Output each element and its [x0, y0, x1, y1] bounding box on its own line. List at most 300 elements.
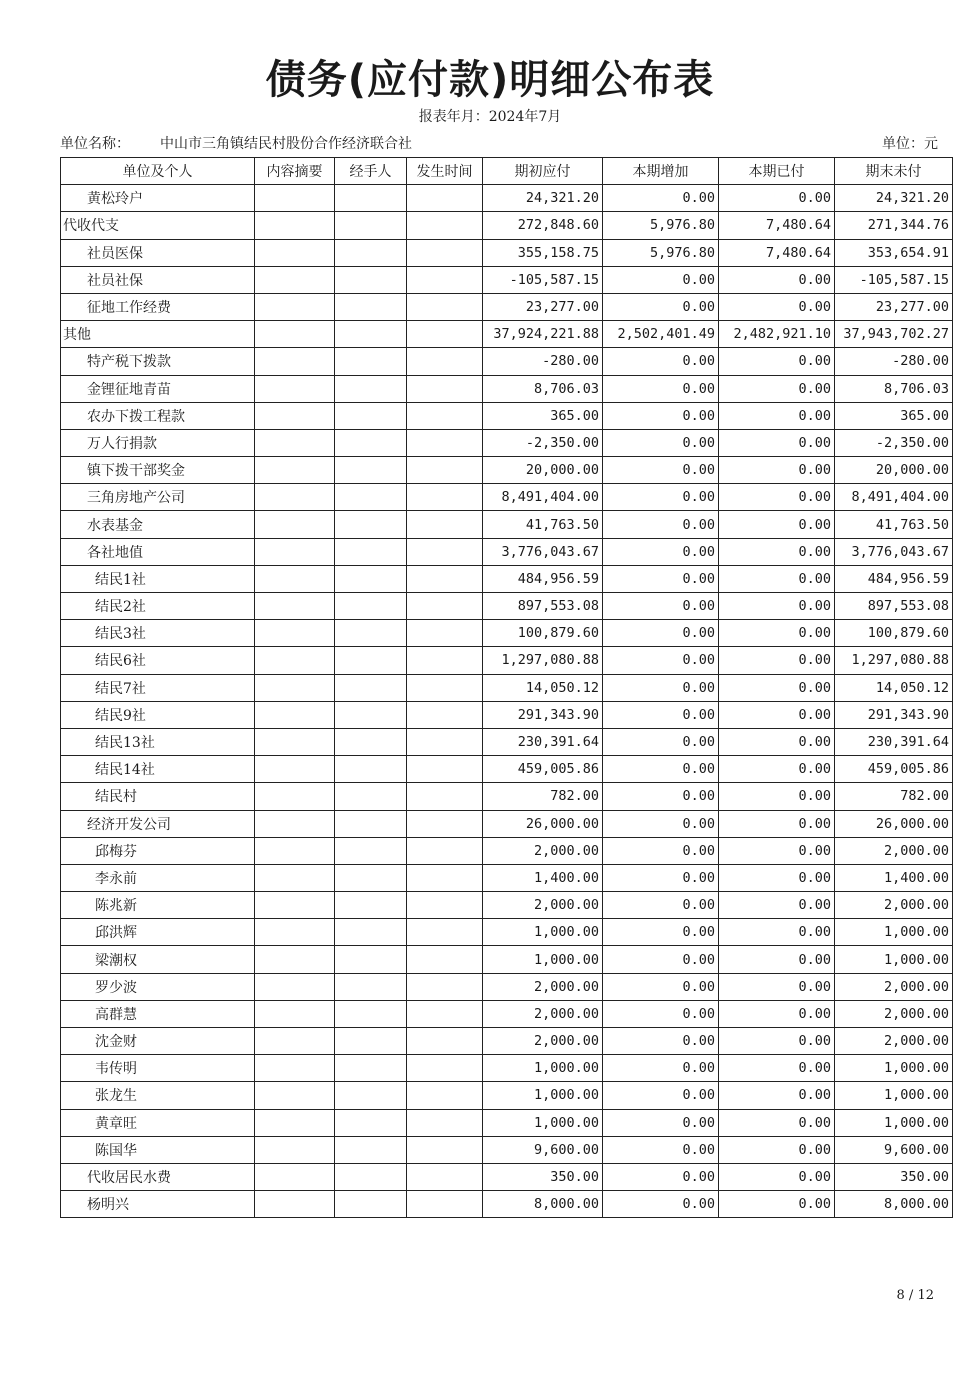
row-name: 镇下拨干部奖金	[61, 457, 255, 484]
table-row	[61, 1109, 953, 1136]
unit-label: 单位名称：	[60, 136, 130, 152]
row-paid: 0.00	[719, 538, 835, 565]
row-handler	[335, 402, 407, 429]
row-paid: 0.00	[719, 1000, 835, 1027]
row-opening: 484,956.59	[483, 565, 603, 592]
row-handler	[335, 1000, 407, 1027]
row-handler	[335, 185, 407, 212]
row-opening: 365.00	[483, 402, 603, 429]
row-closing: 1,400.00	[835, 864, 953, 891]
row-paid: 0.00	[719, 457, 835, 484]
row-handler	[335, 783, 407, 810]
row-handler	[335, 973, 407, 1000]
row-handler	[335, 620, 407, 647]
row-date	[407, 375, 483, 402]
row-paid: 0.00	[719, 375, 835, 402]
row-opening: 1,000.00	[483, 1109, 603, 1136]
row-opening: 230,391.64	[483, 728, 603, 755]
row-date	[407, 973, 483, 1000]
header-paid: 本期已付	[719, 158, 835, 185]
row-date	[407, 620, 483, 647]
row-date	[407, 538, 483, 565]
row-opening: 3,776,043.67	[483, 538, 603, 565]
row-increase: 0.00	[603, 1055, 719, 1082]
row-opening: 14,050.12	[483, 674, 603, 701]
table-row	[61, 946, 953, 973]
row-increase: 0.00	[603, 293, 719, 320]
row-name: 结民6社	[61, 647, 255, 674]
row-closing: 37,943,702.27	[835, 321, 953, 348]
row-summary	[255, 728, 335, 755]
row-paid: 0.00	[719, 293, 835, 320]
row-increase: 0.00	[603, 429, 719, 456]
row-handler	[335, 457, 407, 484]
row-opening: 291,343.90	[483, 701, 603, 728]
row-opening: 1,000.00	[483, 1055, 603, 1082]
row-paid: 0.00	[719, 266, 835, 293]
row-increase: 0.00	[603, 565, 719, 592]
table-row	[61, 593, 953, 620]
row-name: 张龙生	[61, 1082, 255, 1109]
row-increase: 0.00	[603, 647, 719, 674]
table-row	[61, 185, 953, 212]
row-paid: 0.00	[719, 1163, 835, 1190]
row-date	[407, 1082, 483, 1109]
table-row	[61, 1000, 953, 1027]
row-increase: 0.00	[603, 1028, 719, 1055]
row-name: 陈国华	[61, 1136, 255, 1163]
row-increase: 0.00	[603, 783, 719, 810]
row-paid: 0.00	[719, 1191, 835, 1218]
row-paid: 0.00	[719, 484, 835, 511]
header-closing-unpaid: 期末未付	[835, 158, 953, 185]
row-name: 征地工作经费	[61, 293, 255, 320]
table-row	[61, 429, 953, 456]
row-closing: 1,297,080.88	[835, 647, 953, 674]
row-increase: 0.00	[603, 484, 719, 511]
row-name: 结民3社	[61, 620, 255, 647]
row-opening: -105,587.15	[483, 266, 603, 293]
table-row	[61, 321, 953, 348]
table-row	[61, 728, 953, 755]
row-paid: 0.00	[719, 185, 835, 212]
row-paid: 0.00	[719, 593, 835, 620]
row-date	[407, 1109, 483, 1136]
row-date	[407, 810, 483, 837]
row-summary	[255, 239, 335, 266]
row-date	[407, 511, 483, 538]
row-date	[407, 946, 483, 973]
row-summary	[255, 429, 335, 456]
row-date	[407, 293, 483, 320]
row-closing: -2,350.00	[835, 429, 953, 456]
table-row	[61, 484, 953, 511]
row-opening: 1,000.00	[483, 946, 603, 973]
row-paid: 0.00	[719, 973, 835, 1000]
row-increase: 0.00	[603, 864, 719, 891]
row-opening: 37,924,221.88	[483, 321, 603, 348]
row-paid: 0.00	[719, 429, 835, 456]
row-paid: 7,480.64	[719, 239, 835, 266]
row-increase: 0.00	[603, 348, 719, 375]
row-increase: 0.00	[603, 185, 719, 212]
row-paid: 0.00	[719, 1028, 835, 1055]
row-date	[407, 402, 483, 429]
row-name: 结民7社	[61, 674, 255, 701]
row-closing: 2,000.00	[835, 1000, 953, 1027]
row-name: 结民村	[61, 783, 255, 810]
table-row	[61, 647, 953, 674]
row-increase: 5,976.80	[603, 239, 719, 266]
row-paid: 0.00	[719, 1082, 835, 1109]
row-summary	[255, 810, 335, 837]
table-row	[61, 348, 953, 375]
row-opening: 1,297,080.88	[483, 647, 603, 674]
row-closing: 100,879.60	[835, 620, 953, 647]
row-increase: 0.00	[603, 375, 719, 402]
row-handler	[335, 892, 407, 919]
row-opening: 459,005.86	[483, 756, 603, 783]
table-row	[61, 864, 953, 891]
row-paid: 0.00	[719, 1109, 835, 1136]
row-name: 水表基金	[61, 511, 255, 538]
row-summary	[255, 293, 335, 320]
row-closing: 271,344.76	[835, 212, 953, 239]
row-increase: 0.00	[603, 837, 719, 864]
row-opening: 41,763.50	[483, 511, 603, 538]
row-increase: 5,976.80	[603, 212, 719, 239]
row-opening: 8,491,404.00	[483, 484, 603, 511]
row-closing: 365.00	[835, 402, 953, 429]
row-date	[407, 593, 483, 620]
row-closing: 350.00	[835, 1163, 953, 1190]
row-summary	[255, 892, 335, 919]
row-paid: 0.00	[719, 728, 835, 755]
row-date	[407, 1028, 483, 1055]
row-date	[407, 239, 483, 266]
row-opening: 2,000.00	[483, 892, 603, 919]
row-date	[407, 674, 483, 701]
row-name: 罗少波	[61, 973, 255, 1000]
row-name: 邱梅芬	[61, 837, 255, 864]
row-closing: 897,553.08	[835, 593, 953, 620]
row-increase: 0.00	[603, 266, 719, 293]
row-handler	[335, 511, 407, 538]
row-opening: -2,350.00	[483, 429, 603, 456]
row-closing: 1,000.00	[835, 1082, 953, 1109]
row-handler	[335, 266, 407, 293]
row-summary	[255, 266, 335, 293]
row-date	[407, 864, 483, 891]
row-opening: 1,000.00	[483, 919, 603, 946]
row-summary	[255, 837, 335, 864]
row-handler	[335, 1163, 407, 1190]
table-row	[61, 511, 953, 538]
row-opening: 355,158.75	[483, 239, 603, 266]
row-handler	[335, 375, 407, 402]
row-opening: 23,277.00	[483, 293, 603, 320]
table-header-row	[61, 158, 953, 185]
row-increase: 0.00	[603, 1000, 719, 1027]
row-increase: 0.00	[603, 620, 719, 647]
row-paid: 0.00	[719, 701, 835, 728]
table-row	[61, 892, 953, 919]
row-date	[407, 1163, 483, 1190]
row-closing: 20,000.00	[835, 457, 953, 484]
row-name: 各社地值	[61, 538, 255, 565]
row-paid: 0.00	[719, 864, 835, 891]
table-row	[61, 620, 953, 647]
table-row	[61, 239, 953, 266]
row-summary	[255, 1000, 335, 1027]
row-name: 结民9社	[61, 701, 255, 728]
row-summary	[255, 919, 335, 946]
row-paid: 0.00	[719, 946, 835, 973]
row-increase: 0.00	[603, 1082, 719, 1109]
table-row	[61, 1163, 953, 1190]
row-opening: 2,000.00	[483, 973, 603, 1000]
table-row	[61, 293, 953, 320]
row-handler	[335, 293, 407, 320]
unit-info-row	[60, 133, 938, 153]
row-name: 经济开发公司	[61, 810, 255, 837]
row-closing: 782.00	[835, 783, 953, 810]
table-row	[61, 701, 953, 728]
row-closing: 1,000.00	[835, 946, 953, 973]
row-summary	[255, 457, 335, 484]
table-row	[61, 538, 953, 565]
row-handler	[335, 647, 407, 674]
row-opening: 1,400.00	[483, 864, 603, 891]
row-handler	[335, 239, 407, 266]
row-paid: 2,482,921.10	[719, 321, 835, 348]
row-summary	[255, 321, 335, 348]
row-date	[407, 728, 483, 755]
row-handler	[335, 1191, 407, 1218]
row-handler	[335, 728, 407, 755]
row-closing: 353,654.91	[835, 239, 953, 266]
row-summary	[255, 402, 335, 429]
row-handler	[335, 837, 407, 864]
row-increase: 0.00	[603, 1191, 719, 1218]
row-name: 农办下拨工程款	[61, 402, 255, 429]
page-number: 8 / 12	[896, 1288, 934, 1303]
row-date	[407, 266, 483, 293]
row-opening: -280.00	[483, 348, 603, 375]
table-row	[61, 457, 953, 484]
row-date	[407, 185, 483, 212]
row-summary	[255, 593, 335, 620]
row-increase: 0.00	[603, 674, 719, 701]
row-paid: 0.00	[719, 756, 835, 783]
row-paid: 0.00	[719, 402, 835, 429]
row-opening: 2,000.00	[483, 1028, 603, 1055]
table-row	[61, 810, 953, 837]
row-name: 万人行捐款	[61, 429, 255, 456]
row-increase: 0.00	[603, 728, 719, 755]
row-paid: 0.00	[719, 511, 835, 538]
row-increase: 0.00	[603, 593, 719, 620]
page-title: 债务(应付款)明细公布表	[265, 57, 715, 103]
row-name: 三角房地产公司	[61, 484, 255, 511]
row-date	[407, 647, 483, 674]
row-handler	[335, 1028, 407, 1055]
row-handler	[335, 1109, 407, 1136]
row-summary	[255, 973, 335, 1000]
row-paid: 0.00	[719, 674, 835, 701]
row-summary	[255, 1028, 335, 1055]
row-closing: 41,763.50	[835, 511, 953, 538]
header-handler: 经手人	[335, 158, 407, 185]
table-row	[61, 837, 953, 864]
row-name: 社员社保	[61, 266, 255, 293]
row-opening: 272,848.60	[483, 212, 603, 239]
row-closing: 8,491,404.00	[835, 484, 953, 511]
row-opening: 1,000.00	[483, 1082, 603, 1109]
row-closing: 26,000.00	[835, 810, 953, 837]
row-handler	[335, 919, 407, 946]
row-date	[407, 892, 483, 919]
row-closing: 2,000.00	[835, 1028, 953, 1055]
row-name: 韦传明	[61, 1055, 255, 1082]
row-summary	[255, 701, 335, 728]
row-summary	[255, 212, 335, 239]
row-paid: 0.00	[719, 565, 835, 592]
row-summary	[255, 375, 335, 402]
row-name: 杨明兴	[61, 1191, 255, 1218]
row-opening: 350.00	[483, 1163, 603, 1190]
row-date	[407, 1055, 483, 1082]
row-opening: 20,000.00	[483, 457, 603, 484]
row-opening: 24,321.20	[483, 185, 603, 212]
row-increase: 2,502,401.49	[603, 321, 719, 348]
row-summary	[255, 1082, 335, 1109]
row-closing: 14,050.12	[835, 674, 953, 701]
row-name: 其他	[61, 321, 255, 348]
table-row	[61, 1055, 953, 1082]
row-summary	[255, 348, 335, 375]
row-opening: 782.00	[483, 783, 603, 810]
row-increase: 0.00	[603, 538, 719, 565]
row-increase: 0.00	[603, 1109, 719, 1136]
row-handler	[335, 674, 407, 701]
table-row	[61, 919, 953, 946]
row-paid: 0.00	[719, 892, 835, 919]
row-summary	[255, 484, 335, 511]
row-closing: 1,000.00	[835, 919, 953, 946]
row-closing: 484,956.59	[835, 565, 953, 592]
row-paid: 0.00	[719, 348, 835, 375]
row-date	[407, 565, 483, 592]
row-increase: 0.00	[603, 701, 719, 728]
row-handler	[335, 756, 407, 783]
row-date	[407, 212, 483, 239]
row-summary	[255, 864, 335, 891]
row-increase: 0.00	[603, 457, 719, 484]
row-summary	[255, 620, 335, 647]
row-name: 沈金财	[61, 1028, 255, 1055]
row-name: 社员医保	[61, 239, 255, 266]
payables-table	[60, 157, 953, 1218]
row-date	[407, 457, 483, 484]
row-closing: -280.00	[835, 348, 953, 375]
header-date: 发生时间	[407, 158, 483, 185]
row-name: 结民14社	[61, 756, 255, 783]
row-increase: 0.00	[603, 810, 719, 837]
row-name: 代收代支	[61, 212, 255, 239]
row-opening: 2,000.00	[483, 1000, 603, 1027]
row-summary	[255, 1191, 335, 1218]
row-date	[407, 837, 483, 864]
row-opening: 100,879.60	[483, 620, 603, 647]
table-row	[61, 1136, 953, 1163]
row-paid: 0.00	[719, 1136, 835, 1163]
row-closing: 8,000.00	[835, 1191, 953, 1218]
table-row	[61, 1028, 953, 1055]
table-row	[61, 565, 953, 592]
row-summary	[255, 756, 335, 783]
row-name: 高群慧	[61, 1000, 255, 1027]
row-handler	[335, 212, 407, 239]
row-opening: 26,000.00	[483, 810, 603, 837]
table-row	[61, 1082, 953, 1109]
row-date	[407, 756, 483, 783]
row-summary	[255, 1109, 335, 1136]
row-opening: 897,553.08	[483, 593, 603, 620]
row-increase: 0.00	[603, 946, 719, 973]
row-paid: 0.00	[719, 620, 835, 647]
row-name: 结民13社	[61, 728, 255, 755]
table-body	[61, 185, 953, 1218]
row-name: 陈兆新	[61, 892, 255, 919]
row-name: 结民2社	[61, 593, 255, 620]
table-row	[61, 783, 953, 810]
header-opening-payable: 期初应付	[483, 158, 603, 185]
row-closing: 459,005.86	[835, 756, 953, 783]
unit-name: 中山市三角镇结民村股份合作经济联合社	[160, 136, 412, 152]
row-opening: 8,706.03	[483, 375, 603, 402]
row-increase: 0.00	[603, 1136, 719, 1163]
report-period: 报表年月：2024年7月	[418, 109, 562, 125]
row-handler	[335, 1136, 407, 1163]
row-name: 特产税下拨款	[61, 348, 255, 375]
row-paid: 7,480.64	[719, 212, 835, 239]
row-date	[407, 919, 483, 946]
row-summary	[255, 946, 335, 973]
row-increase: 0.00	[603, 1163, 719, 1190]
header-increase: 本期增加	[603, 158, 719, 185]
row-closing: 1,000.00	[835, 1055, 953, 1082]
row-date	[407, 701, 483, 728]
row-handler	[335, 946, 407, 973]
row-date	[407, 348, 483, 375]
row-closing: 9,600.00	[835, 1136, 953, 1163]
table-row	[61, 212, 953, 239]
row-opening: 9,600.00	[483, 1136, 603, 1163]
row-handler	[335, 565, 407, 592]
row-closing: 1,000.00	[835, 1109, 953, 1136]
row-closing: 2,000.00	[835, 973, 953, 1000]
row-summary	[255, 1136, 335, 1163]
row-summary	[255, 185, 335, 212]
row-closing: 23,277.00	[835, 293, 953, 320]
row-handler	[335, 484, 407, 511]
row-date	[407, 1000, 483, 1027]
row-summary	[255, 565, 335, 592]
row-summary	[255, 538, 335, 565]
row-paid: 0.00	[719, 810, 835, 837]
row-name: 李永前	[61, 864, 255, 891]
